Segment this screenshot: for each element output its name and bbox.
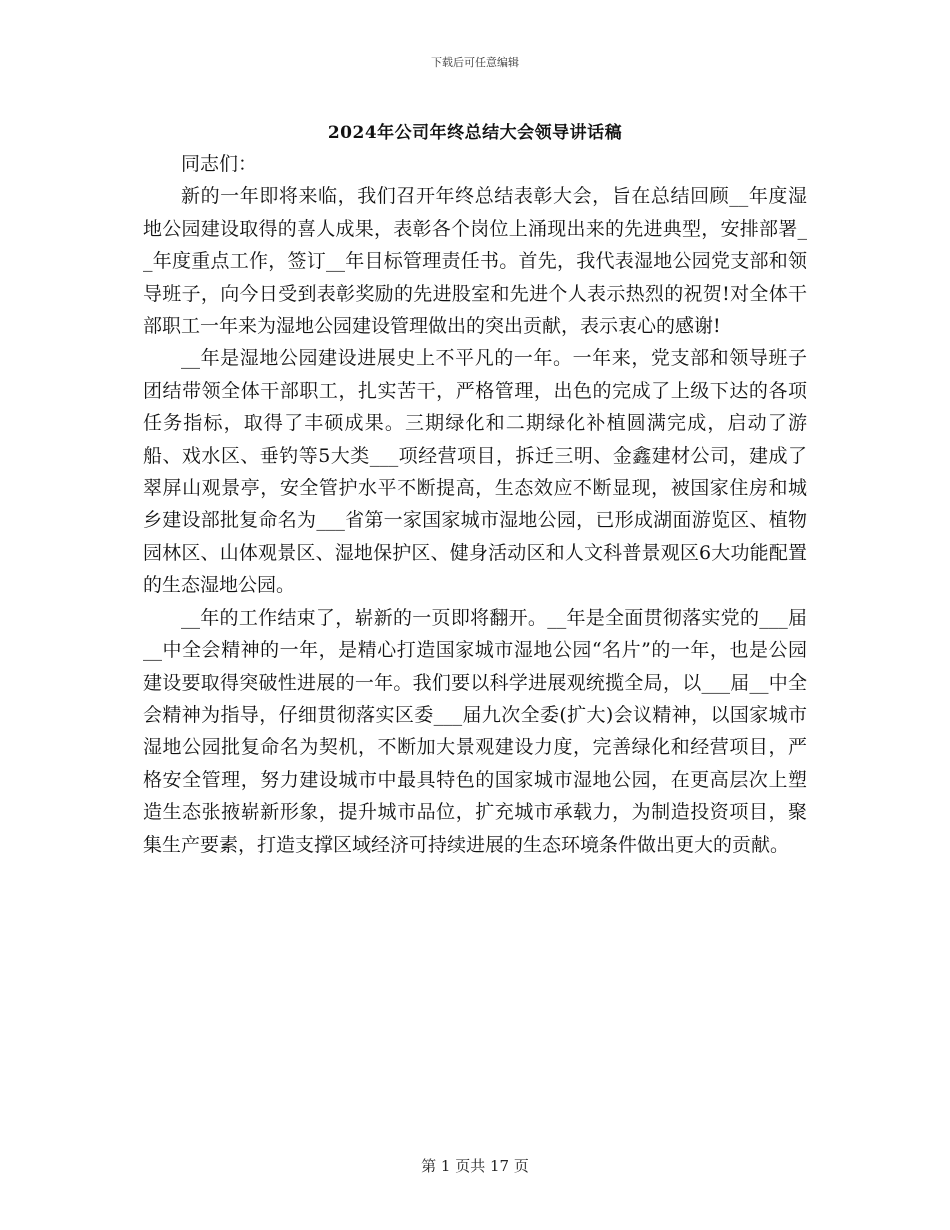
paragraph-achievements: __年是湿地公园建设进展史上不平凡的一年。一年来，党支部和领导班子团结带领全体干部职工，扎实苦干，严格管理，出色的完成了上级下达的各项任务指标，取得了丰硕成果。三期绿化和二期绿化补植圆满完成，启动了游船、戏水区、垂钓等5大类___项经营项目，拆迁三明、金鑫建材公司，建成了翠屏山观景亭，安全管护水平不断提高，生态效应不断显现，被国家住房和城乡建设部批复命名为___省第一家国家城市湿地公园，已形成湖面游览区、植物园林区、山体观景区、湿地保护区、健身活动区和人文科普景观区6大功能配置的生态湿地公园。 (143, 347, 807, 597)
paragraph-opening: 新的一年即将来临，我们召开年终总结表彰大会，旨在总结回顾__年度湿地公园建设取得的喜人成果，表彰各个岗位上涌现出来的先进典型，安排部署__年度重点工作，签订__年目标管理责任书。首先，我代表湿地公园党支部和领导班子，向今日受到表彰奖励的先进股室和先进个人表示热烈的祝贺!对全体干部职工一年来为湿地公园建设管理做出的突出贡献，表示衷心的感谢! (143, 185, 807, 338)
salutation: 同志们： (181, 153, 258, 175)
document-title: 2024年公司年终总结大会领导讲话稿 (327, 123, 623, 143)
page-header-note: 下载后可任意编辑 (431, 56, 519, 69)
paragraph-outlook: __年的工作结束了，崭新的一页即将翻开。__年是全面贯彻落实党的___届__中全会精神的一年，是精心打造国家城市湿地公园“名片”的一年，也是公园建设要取得突破性进展的一年。我们要以科学进展观统揽全局，以___届__中全会精神为指导，仔细贯彻落实区委___届九次全委(扩大)会议精神，以国家城市湿地公园批复命名为契机，不断加大景观建设力度，完善绿化和经营项目，严格安全管理，努力建设城市中最具特色的国家城市湿地公园，在更高层次上塑造生态张掖崭新形象，提升城市品位，扩充城市承载力，为制造投资项目，聚集生产要素，打造支撑区域经济可持续进展的生态环境条件做出更大的贡献。 (143, 606, 807, 856)
document-body (143, 148, 807, 861)
page-number: 第 1 页共 17 页 (421, 1157, 529, 1175)
